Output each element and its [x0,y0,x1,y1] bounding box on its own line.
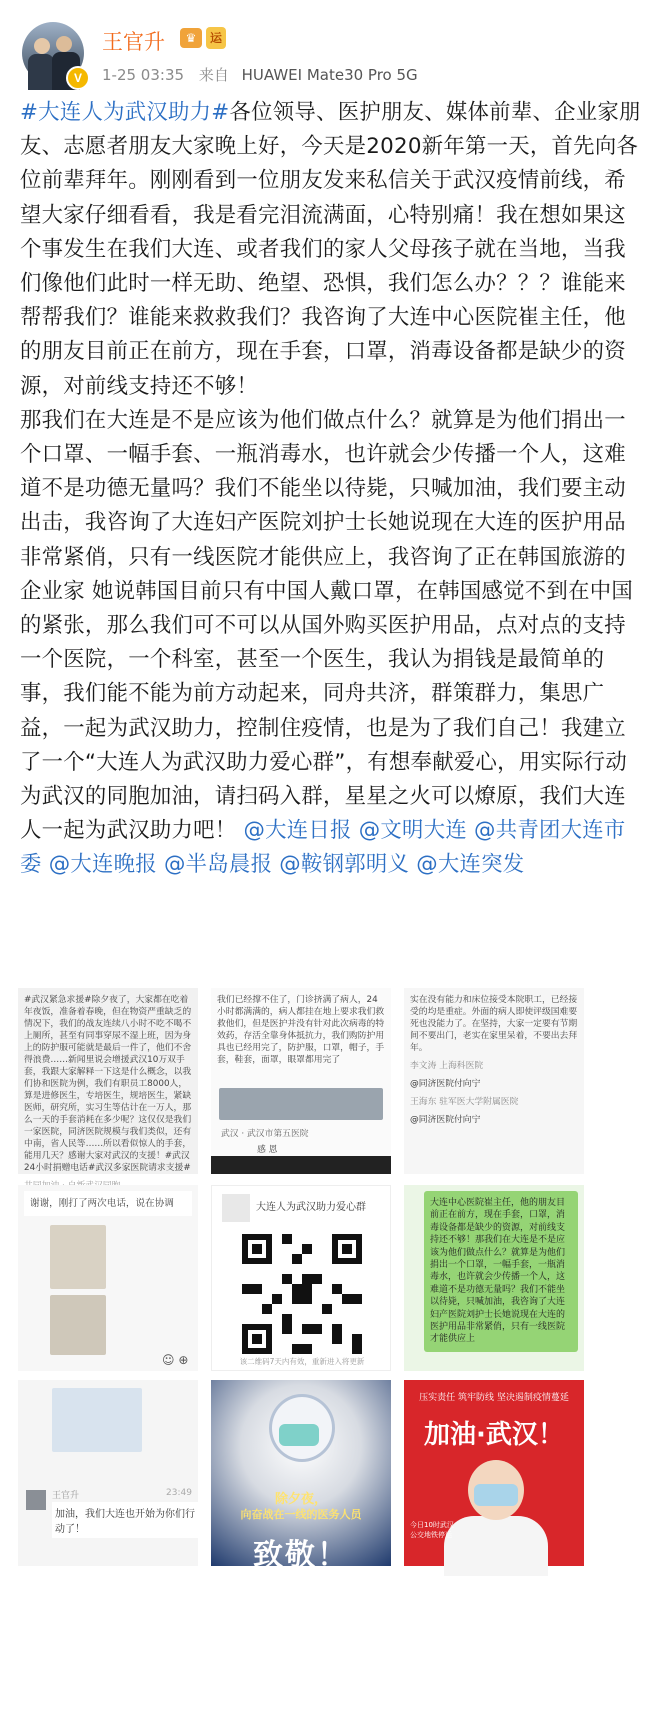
image-tile-5-qrcode[interactable] [211,1185,391,1371]
image-tile-7[interactable] [18,1380,198,1566]
poster-small-text: 今日10时武汉公交地铁停运 [410,1521,454,1539]
crown-icon: ♛ [180,28,202,48]
post-text-1: 各位领导、医护朋友、媒体前辈、企业家朋友、志愿者朋友大家晚上好，今天是2020新年第一天，首先向各位前辈拜年。刚刚看到一位朋友发来私信关于武汉疫情前线，希望大家仔细看看，我是看完泪流满面，心特别痛！我在想如果这个事发生在我们大连、或者我们的家人父母孩子就在当地，当我们像他们此时一样无助、绝望、恐惧，我们怎么办？？？谁能来帮帮我们？谁能来救救我们？我咨询了大连中心医院崔主任，他的朋友目前正在前方，现在手套，口罩，消毒设备都是缺少的资源，对前线支持还不够！ [20,100,641,399]
tile8-line-3: 致敬！ [253,1538,349,1573]
poster-title: 加油·武汉！ [424,1420,564,1450]
post-paragraph-1 [20,96,646,404]
tile8-line-2: 向奋战在一线的医务人员 [240,1508,362,1521]
post-time: 1-25 03:35 [102,66,185,84]
tile2-text: 我们已经撑不住了，门诊挤满了病人，24小时都满满的，病人都挂在地上要求我们救救他们，但是医护并没有针对此次病毒的特效药，存活全靠身体抵抗力，我们购防护用具也已经用完了，防护服，口罩，帽子，手套，鞋套，面罩，眼罩都用完了 [217,995,385,1065]
post-paragraph-2 [20,404,646,883]
mention-link[interactable]: @半岛晨报 [164,852,273,878]
image-tile-2[interactable] [211,988,391,1174]
hashtag-link[interactable]: #大连人为武汉助力# [20,100,230,125]
hallway-photo-strip [211,1156,391,1174]
message-time: 23:49 [166,1488,192,1498]
cabinet-photo-1 [50,1225,106,1289]
image-tile-3[interactable] [404,988,584,1174]
package-photo [52,1388,142,1452]
yun-badge-icon: 运 [206,27,226,49]
username[interactable]: 王官升 [102,30,165,54]
doctor-mask [474,1484,518,1506]
mention-link[interactable]: @大连晚报 [48,852,157,878]
tile3-name-2: 王海东 驻军医大学附属医院 [410,1097,519,1107]
verified-icon: V [66,66,90,90]
tile6-bubble: 大连中心医院崔主任，他的朋友目前正在前方，现在手套，口罩，消毒设备都是缺少的资源，对前线支持还不够！那我们在大连是不是应该为他们做点什么？就算是为他们捐出一个口罩，一幅手套，一瓶消毒水，也许就会少传播一个人，这难道不是功德无量吗？我们不能坐以待毙，只喊加油，我咨询了大连妇产医院刘护士长她说现在大连的医护用品非常紧俏，只有一线医院才能供应上 [424,1191,578,1352]
tile3-name-1: 李文涛 上海科医院 [410,1061,484,1071]
tile1-text: #武汉紧急求援#除夕夜了，大家都在吃着年夜饭，准备着春晚，但在物资严重缺乏的情况下，我们的战友连续八小时不吃不喝不上厕所，甚至有同事穿尿不湿上班，因为身上的防护服可能就是最后一件了，他们不舍得浪费……新闻里说会增援武汉10万双手套，我跟大家解释一下这是什么概念，以我们协和医院为例，我们有职员工8000人，算是进修医生，专培医生，规培医生，紧缺医师，研究所，实习生等估计在一万人，那么一天的手套消耗在多少呢？这仅仅是我们一家医院，同济医院规模与我们类似，还有中南，省人民等……所以看似惊人的手套，能用几天？感谢大家对武汉的支援！#武汉24小时捐赠电话#武汉多家医院请求支援# [24,995,192,1173]
image-tile-1[interactable] [18,988,198,1174]
sender-avatar [26,1490,46,1510]
nurse-mask [279,1424,319,1446]
mention-link[interactable]: @共青团大连市委 [20,818,626,878]
image-tile-9[interactable] [404,1380,584,1566]
post-text-2: 那我们在大连是不是应该为他们做点什么？就算是为他们捐出一个口罩、一幅手套、一瓶消毒水，也许就会少传播一个人，这难道不是功德无量吗？我们不能坐以待毙，只喊加油，我们要主动出击，我咨询了大连妇产医院刘护士长她说现在大连的医护用品非常紧俏，只有一线医院才能供应上，我咨询了正在韩国旅游的企业家 她说韩国目前只有中国人戴口罩，在韩国感觉不到在中国的紧张，那么我们可不可以从国外购买医护用品，点对点的支持一个医院，一个科室，甚至一个医生，我认为捐钱是最简单的事，我们能不能为前方动起来，同舟共济，群策群力，集思广益，一起为武汉助力，控制住疫情，也是为了我们自己！我建立了一个“大连人为武汉助力爱心群”，有想奉献爱心，用实际行动为武汉的同胞加油，请扫码入群，星星之火可以燎原，我们大连人一起为武汉助力吧！ [20,407,633,844]
group-avatar [222,1194,250,1222]
qr-code-icon[interactable] [242,1234,362,1354]
post-body [20,96,646,883]
mention-link[interactable]: @文明大连 [358,818,467,844]
sender-message: 加油，我们大连也开始为你们行动了！ [52,1502,198,1538]
source-label: 来自 [198,66,229,84]
sender-name: 王官升 [52,1491,80,1501]
qr-group-title: 大连人为武汉助力爱心群 [256,1202,366,1213]
tile3-tag-1: @同济医院付向宁 [410,1079,481,1089]
post-meta [102,64,418,85]
qr-subtitle: 该二维码7天内有效，重新进入将更新 [239,1357,365,1366]
image-grid [18,988,584,1714]
hospital-photo [219,1088,383,1120]
image-tile-6[interactable] [404,1185,584,1371]
tile2-caption: 武汉 · 武汉市第五医院 [221,1129,309,1139]
tile4-text: 谢谢，刚打了两次电话，说在协调 [24,1191,192,1216]
mention-link[interactable]: @大连突发 [416,852,525,878]
tile2-thanks: 感 恩 [257,1145,278,1155]
cabinet-photo-2 [50,1295,106,1355]
image-tile-4[interactable] [18,1185,198,1371]
mention-link[interactable]: @大连日报 [243,818,352,844]
tile3-tag-2: @同济医院付向宁 [410,1115,481,1125]
tile3-text: 实在没有能力和床位接受本院职工，已经接受的均是重症。外面的病人即使评级国难要死也没能力了。在坚持，大家一定要有节期间不要出门，老实在家里呆着，不要出去拜年。 [410,995,578,1053]
device-name: HUAWEI Mate30 Pro 5G [241,66,418,84]
poster-slogan: 压实责任 筑牢防线 坚决遏制疫情蔓延 [419,1393,569,1403]
mention-link[interactable]: @鞍钢郭明义 [279,852,410,878]
image-tile-8[interactable] [211,1380,391,1573]
emoji-add-icon[interactable]: ☺ ⊕ [162,1353,189,1367]
post-header [0,0,660,105]
tile8-line-1: 除夕夜， [274,1492,327,1507]
